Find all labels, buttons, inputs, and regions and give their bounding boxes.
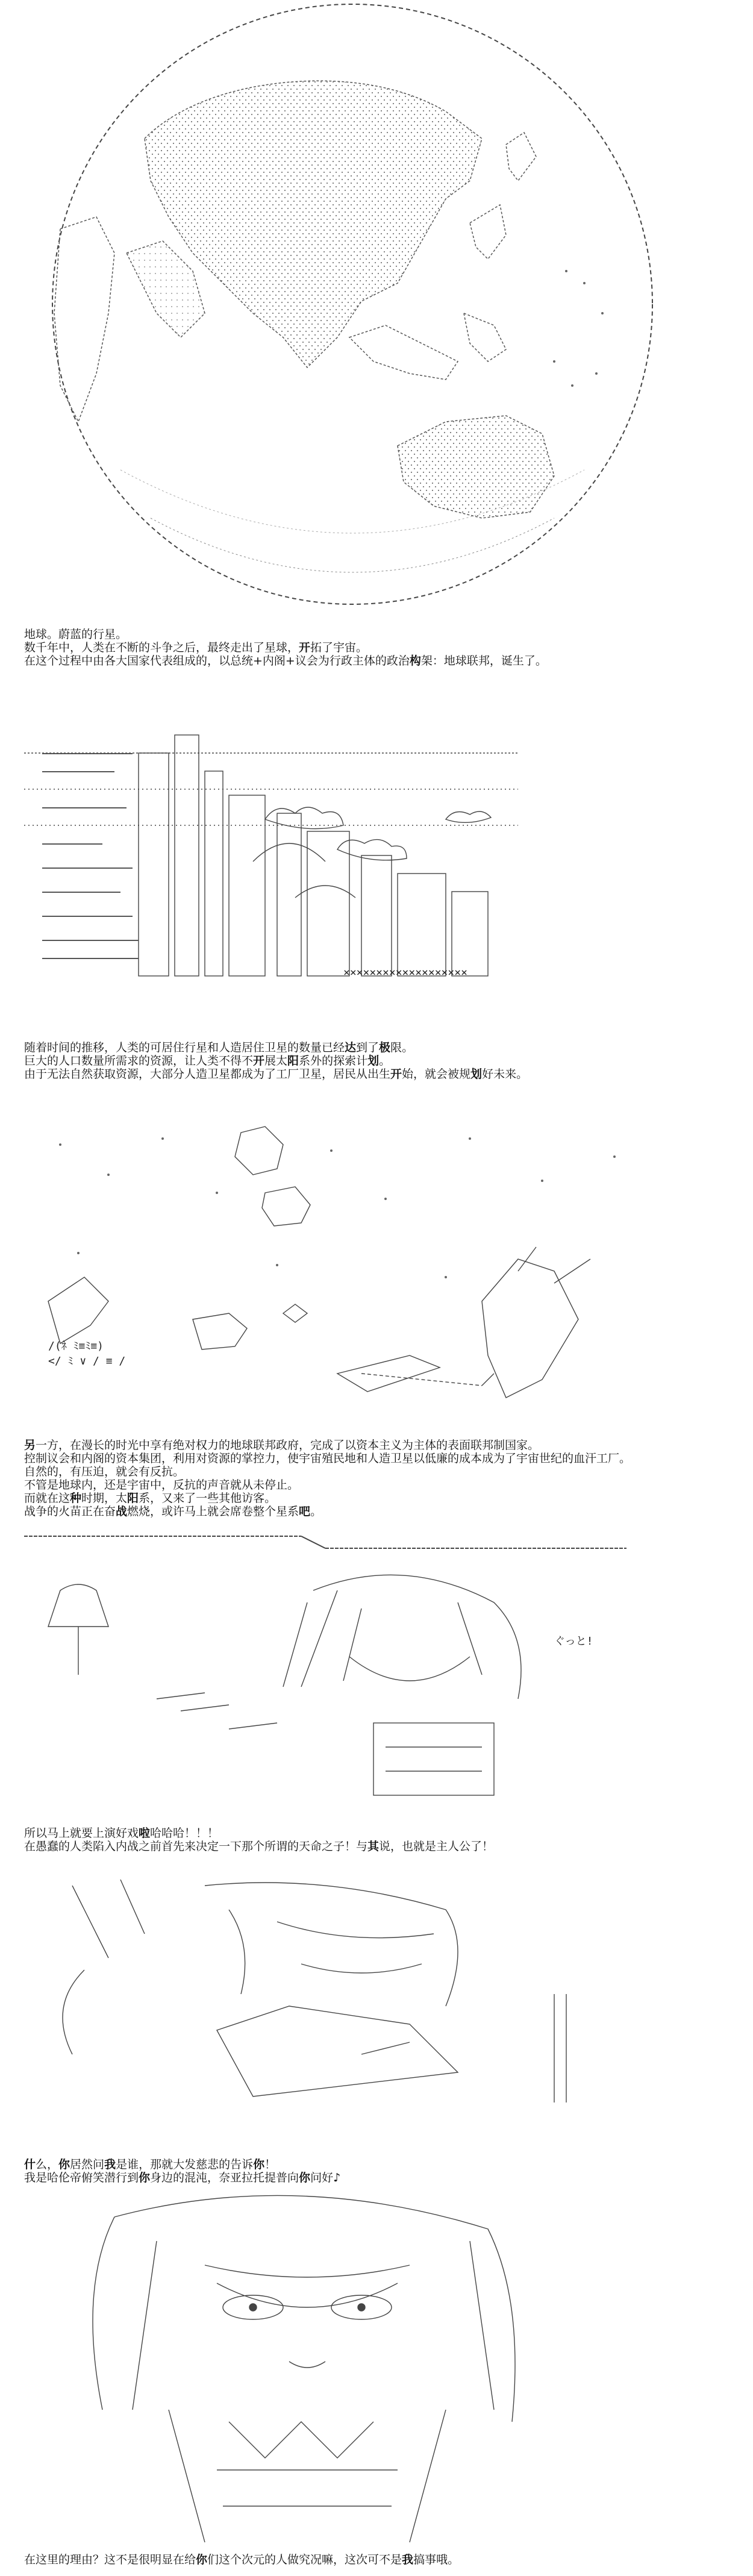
svg-text:/(ﾈ ﾐ≡ﾐ≡): /(ﾈ ﾐ≡ﾐ≡) xyxy=(48,1340,104,1352)
character-portrait-art xyxy=(24,2193,602,2554)
caption-line: 地球。蔚蓝的行星。 xyxy=(24,628,128,641)
section-divider xyxy=(24,1530,626,1554)
caption-line: 巨大的人口数量所需求的资源，让人类不得不开展太阳系外的探索计划。 xyxy=(24,1054,391,1068)
section-4-caption xyxy=(24,1827,675,1853)
caption-line: 由于无法自然获取资源，大部分人造卫星都成为了工厂卫星，居民从出生开始，就会被规划好未来。 xyxy=(24,1068,528,1081)
caption-line: 在这个过程中由各大国家代表组成的，以总统+内阁+议会为行政主体的政治构架：地球联邦，诞生了。 xyxy=(24,654,547,667)
colony-city-art xyxy=(24,717,524,982)
caption-line: 什么，你居然问我是谁，那就大发慈悲的告诉你！ xyxy=(24,2158,277,2171)
section-1-caption xyxy=(24,628,675,667)
space-battle-art xyxy=(24,1121,651,1434)
caption-line: 我是哈伦帝俯笑潜行到你身边的混沌，奈亚拉托提普向你问好♪ xyxy=(24,2171,341,2184)
caption-line: 控制议会和内阁的资本集团，利用对资源的掌控力，使宇宙殖民地和人造卫星以低廉的成本成为了宇宙世纪的血汗工厂。 xyxy=(24,1452,631,1465)
section-6-caption xyxy=(24,2553,675,2566)
section-2-caption xyxy=(24,1041,675,1081)
svg-text:×××××××××××××××××××: ××××××××××××××××××× xyxy=(343,966,467,979)
caption-line: 在愚蠢的人类陷入内战之前首先来决定一下那个所谓的天命之子！与其说，也就是主人公了！ xyxy=(24,1840,494,1853)
caption-line: 随着时间的推移，人类的可居住行星和人造居住卫星的数量已经达到了极限。 xyxy=(24,1041,414,1054)
svg-text:</ ﾐ ∨ / ≡ /: </ ﾐ ∨ / ≡ / xyxy=(48,1355,126,1368)
caption-line: 另一方，在漫长的时光中享有绝对权力的地球联邦政府，完成了以资本主义为主体的表面联邦制国家。 xyxy=(24,1439,540,1452)
caption-line: 所以马上就要上演好戏啦哈哈哈！！！ xyxy=(24,1827,219,1840)
cockpit-exclaim-text: ぐっと! xyxy=(554,1635,593,1648)
section-5-caption xyxy=(24,2158,675,2184)
caption-line: 自然的，有压迫，就会有反抗。 xyxy=(24,1465,185,1478)
caption-line: 而就在这种时期，太阳系，又来了一些其他访客。 xyxy=(24,1492,277,1505)
cockpit-character-art xyxy=(24,1566,651,1825)
section-3-caption xyxy=(24,1439,675,1518)
nyarlathotep-intro-art xyxy=(24,1874,626,2139)
caption-line: 数千年中，人类在不断的斗争之后，最终走出了星球，开拓了宇宙。 xyxy=(24,641,368,654)
caption-line: 在这里的理由？这不是很明显在给你们这个次元的人做究况嘛，这次可不是我搞事哦。 xyxy=(24,2553,460,2566)
caption-line: 不管是地球内，还是宇宙中，反抗的声音就从未停止。 xyxy=(24,1478,299,1492)
caption-line: 战争的火苗正在奋战燃烧，或许马上就会席卷整个星系吧。 xyxy=(24,1505,322,1518)
earth-globe-art xyxy=(24,0,687,627)
